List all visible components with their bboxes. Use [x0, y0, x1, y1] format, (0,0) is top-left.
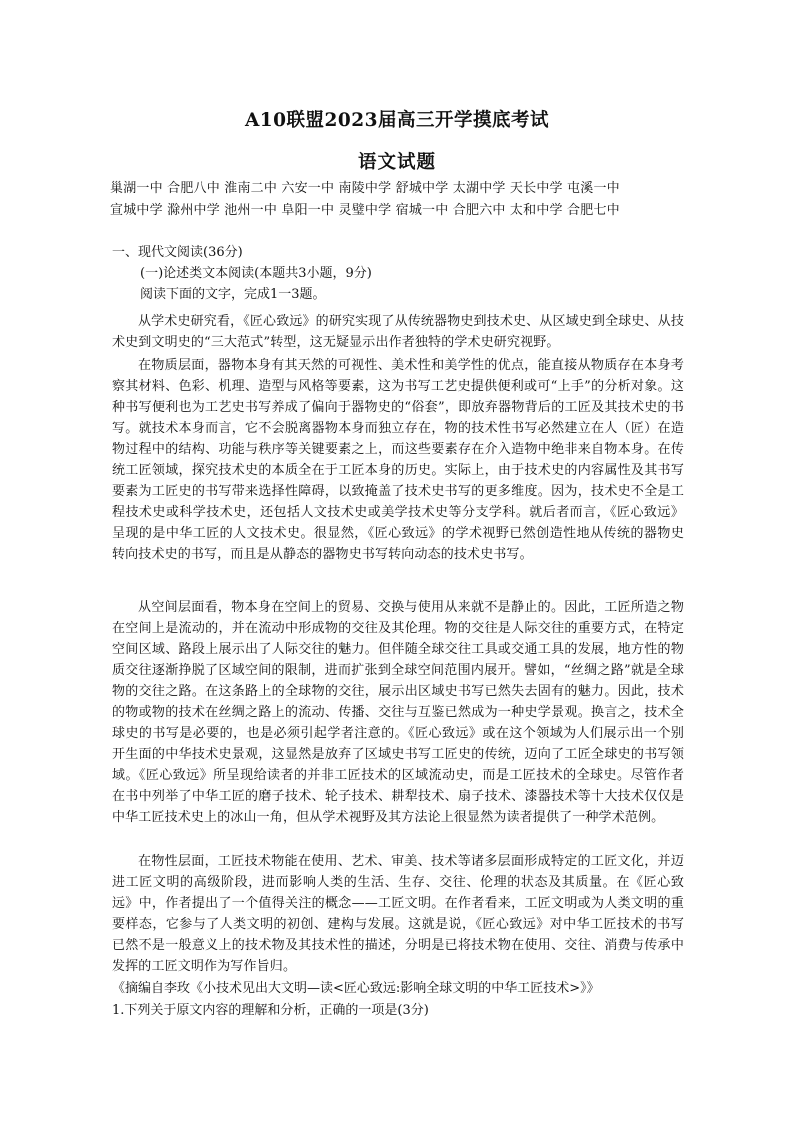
exam-title: A10联盟2023届高三开学摸底考试 — [244, 110, 550, 131]
reading-instruction: 阅读下面的文字，完成1一3题。 — [140, 287, 326, 302]
source-citation: 《摘编自李玫《小技术见出大文明—读<匠心致远:影响全球文明的中华工匠技术>》》 — [112, 981, 600, 996]
passage-paragraph-1: 从学术史研究看，《匠心致远》的研究实现了从传统器物史到技术史、从区域史到全球史、从技术史到文明史的“三大范式”转型，这无疑显示出作者独特的学术史研究视野。 — [112, 314, 684, 350]
passage-paragraph-4: 在物性层面，工匠技术物能在使用、艺术、审美、技术等诸多层面形成特定的工匠文化，并迈进工匠文明的高级阶段，进而影响人类的生活、生存、交往、伦理的状态及其质量。在《匠心致远》中，作者提出了一个值得关注的概念——工匠文明。在作者看来，工匠文明或为人类文明的重要样态，它参与了人类文明的初创、建构与发展。这就是说，《匠心致远》对中华工匠技术的书写已然不是一般意义上的技术物及其技术性的描述，分明是已将技术物在使用、交往、消费与传承中发挥的工匠文明作为写作旨归。 — [112, 854, 684, 974]
section-subheading: (一)论述类文本阅读(本题共3小题，9分) — [140, 266, 372, 281]
school-list-line-1: 巢湖一中 合肥八中 淮南二中 六安一中 南陵中学 舒城中学 太湖中学 天长中学 屯溪一中 — [110, 181, 620, 196]
passage-paragraph-2: 在物质层面，器物本身有其天然的可视性、美术性和美学性的优点，能直接从物质存在本身考察其材料、色彩、机理、造型与风格等要素，这为书写工艺史提供便利或可“上手”的分析对象。这种书写便利也为工艺史书写养成了偏向于器物史的“俗套”，即放弃器物背后的工匠及其技术史的书写。就技术本身而言，它不会脱离器物本身而独立存在，物的技术性书写必然建立在人（匠）在造物过程中的结构、功能与秩序等关键要素之上，而这些要素存在介入造物中绝非来自物本身。在传统工匠领域，探究技术史的本质全在于工匠本身的历史。实际上，由于技术史的内容属性及其书写要素为工匠史的书写带来选择性障碍，以致掩盖了技术史书写的更多维度。因为，技术史不全是工程技术史或科学技术史，还包括人文技术史或美学技术史等分支学科。就后者而言，《匠心致远》呈现的是中华工匠的人文技术史。很显然，《匠心致远》的学术视野已然创造性地从传统的器物史转向技术史的书写，而且是从静态的器物史书写转向动态的技术史书写。 — [112, 358, 684, 562]
question-1: 1.下列关于原文内容的理解和分析，正确的一项是(3分) — [112, 1003, 429, 1018]
section-heading: 一、现代文阅读(36分) — [112, 245, 243, 260]
exam-subtitle: 语文试题 — [357, 152, 436, 173]
school-list-line-2: 宣城中学 滁州中学 池州一中 阜阳一中 灵璧中学 宿城一中 合肥六中 太和中学 合肥七中 — [110, 203, 620, 218]
passage-paragraph-3: 从空间层面看，物本身在空间上的贸易、交换与使用从来就不是静止的。因此，工匠所造之物在空间上是流动的，并在流动中形成物的交往及其伦理。物的交往是人际交往的重要方式，在特定空间区域、路段上展示出了人际交往的魅力。但伴随全球交往工具或交通工具的发展，地方性的物质交往逐渐挣脱了区域空间的限制，进而扩张到全球空间范围内展开。譬如，“丝绸之路”就是全球物的交往之路。在这条路上的全球物的交往，展示出区域史书写已然失去固有的魅力。因此，技术的物或物的技术在丝绸之路上的流动、传播、交往与互鉴已然成为一种史学景观。换言之，技术全球史的书写是必要的，也是必须引起学者注意的。《匠心致远》或在这个领域为人们展示出一个别开生面的中华技术史景观，这显然是放弃了区域史书写工匠史的传统，迈向了工匠全球史的书写领域。《匠心致远》所呈现给读者的并非工匠技术的区域流动史，而是工匠技术的全球史。尽管作者在书中列举了中华工匠的磨子技术、轮子技术、耕犁技术、扇子技术、漆器技术等十大技术仅仅是中华工匠技术史上的冰山一角，但从学术视野及其方法论上很显然为读者提供了一种学术范例。 — [112, 600, 684, 825]
